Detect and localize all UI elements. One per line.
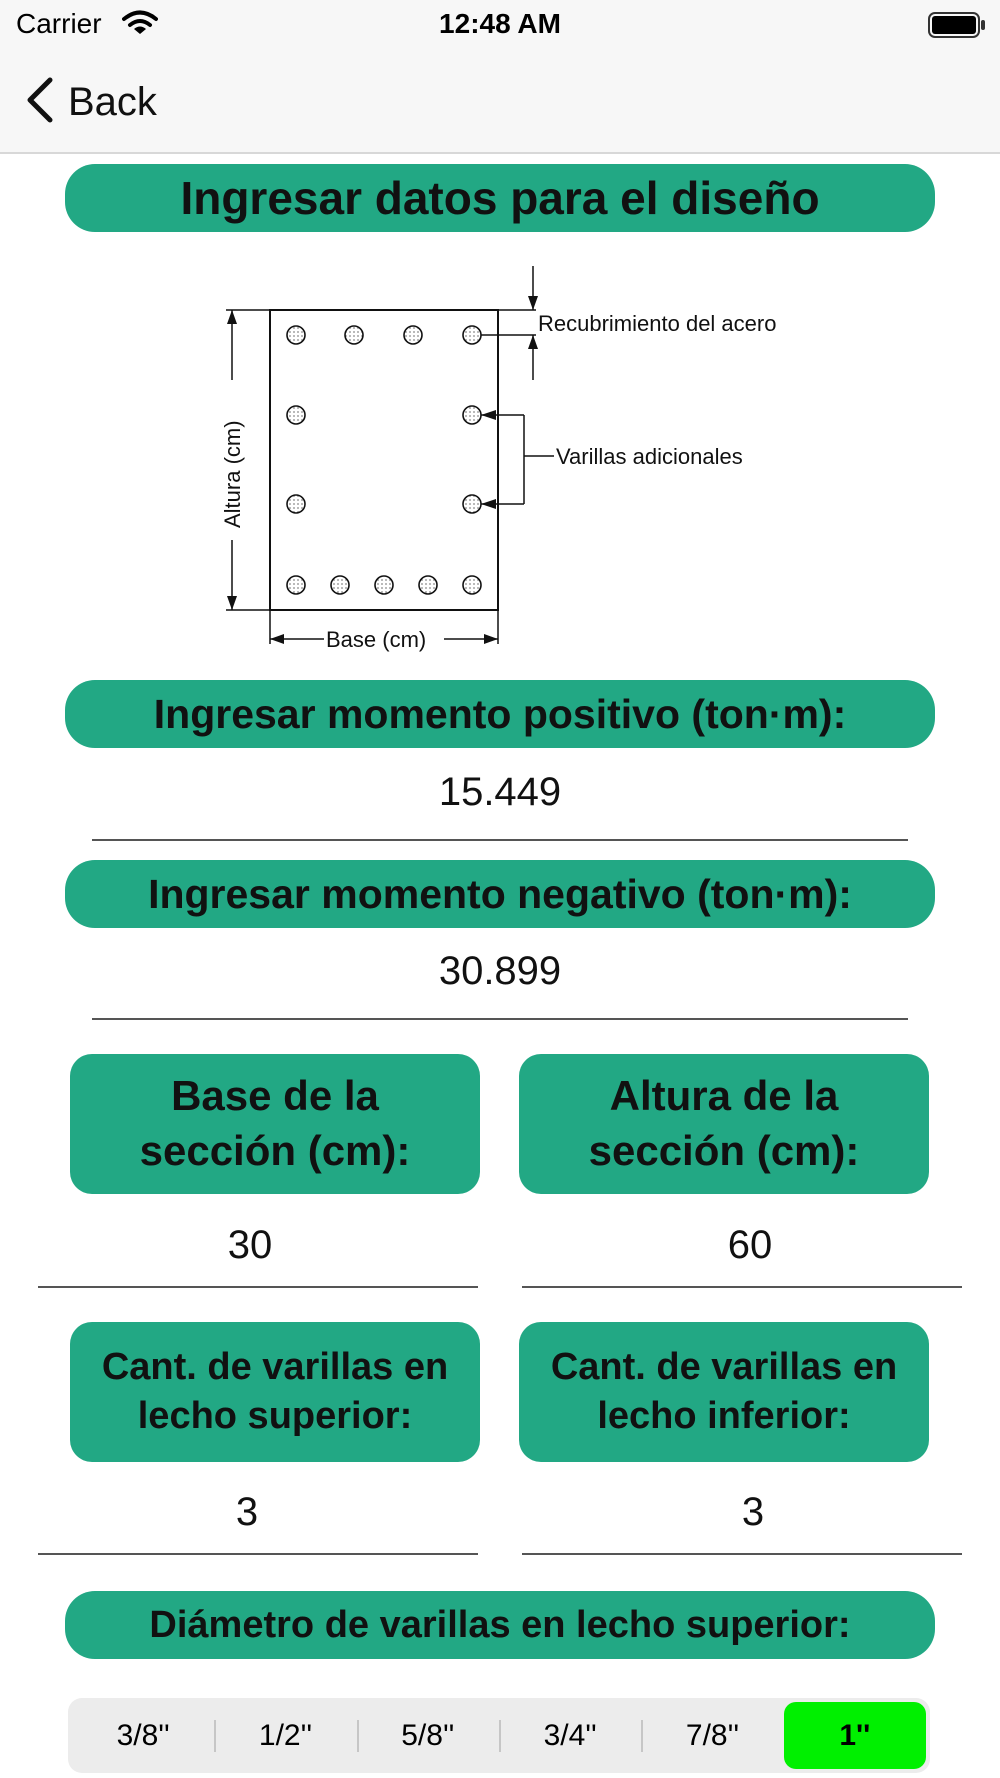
negative-moment-underline <box>92 1018 908 1020</box>
height-underline <box>522 1286 962 1288</box>
top-bars-underline <box>38 1553 478 1555</box>
base-section-label <box>70 1054 480 1194</box>
top-bars-label <box>70 1322 480 1462</box>
height-section-label-line1: Altura de la <box>609 1072 839 1120</box>
page-title: Ingresar datos para el diseño <box>65 164 935 232</box>
navigation-bar <box>0 50 1000 154</box>
height-input[interactable]: 60 <box>727 1223 773 1267</box>
cover-label: Recubrimiento del acero <box>538 311 777 336</box>
diameter-label: Diámetro de varillas en lecho superior: <box>65 1591 935 1659</box>
height-section-label <box>519 1054 929 1194</box>
diameter-option-7-8[interactable]: 7/8'' <box>641 1702 783 1769</box>
bottom-bars-underline <box>522 1553 962 1555</box>
top-bars-input[interactable]: 3 <box>235 1490 259 1534</box>
diameter-option-3-8[interactable]: 3/8'' <box>116 1718 170 1752</box>
negative-moment-input[interactable]: 30.899 <box>438 949 562 993</box>
beam-section-diagram <box>200 258 820 658</box>
bottom-bars-label-line2: lecho inferior: <box>597 1395 851 1437</box>
bottom-bars-input[interactable]: 3 <box>741 1490 765 1534</box>
battery-icon <box>928 11 986 44</box>
additional-bars-label: Varillas adicionales <box>556 444 743 469</box>
negative-moment-label: Ingresar momento negativo (ton·m): <box>65 860 935 928</box>
bottom-bars-label-line1: Cant. de varillas en <box>550 1345 898 1388</box>
positive-moment-label: Ingresar momento positivo (ton·m): <box>65 680 935 748</box>
status-bar <box>0 0 1000 50</box>
diameter-option-1-2[interactable]: 1/2'' <box>214 1702 356 1769</box>
back-label: Back <box>68 79 157 124</box>
base-input[interactable]: 30 <box>227 1223 273 1267</box>
top-bars-label-line1: Cant. de varillas en <box>101 1345 449 1388</box>
bottom-bars-label <box>519 1322 929 1462</box>
height-section-label-line2: sección (cm): <box>588 1127 860 1174</box>
chevron-left-icon <box>24 76 54 129</box>
back-button[interactable] <box>24 74 157 130</box>
positive-moment-input[interactable]: 15.449 <box>438 770 562 814</box>
top-bars-label-line2: lecho superior: <box>137 1395 413 1437</box>
height-label: Altura (cm) <box>220 420 245 528</box>
base-underline <box>38 1286 478 1288</box>
base-section-label-line1: Base de la <box>171 1072 379 1120</box>
diameter-segmented-control <box>68 1698 930 1773</box>
positive-moment-underline <box>92 839 908 841</box>
carrier-label: Carrier <box>16 8 102 39</box>
diameter-option-1[interactable]: 1'' <box>784 1702 926 1769</box>
base-section-label-line2: sección (cm): <box>139 1127 411 1174</box>
diameter-option-3-4[interactable]: 3/4'' <box>499 1702 641 1769</box>
base-label: Base (cm) <box>326 627 427 652</box>
diameter-option-5-8[interactable]: 5/8'' <box>357 1702 499 1769</box>
clock: 12:48 AM <box>439 8 561 39</box>
